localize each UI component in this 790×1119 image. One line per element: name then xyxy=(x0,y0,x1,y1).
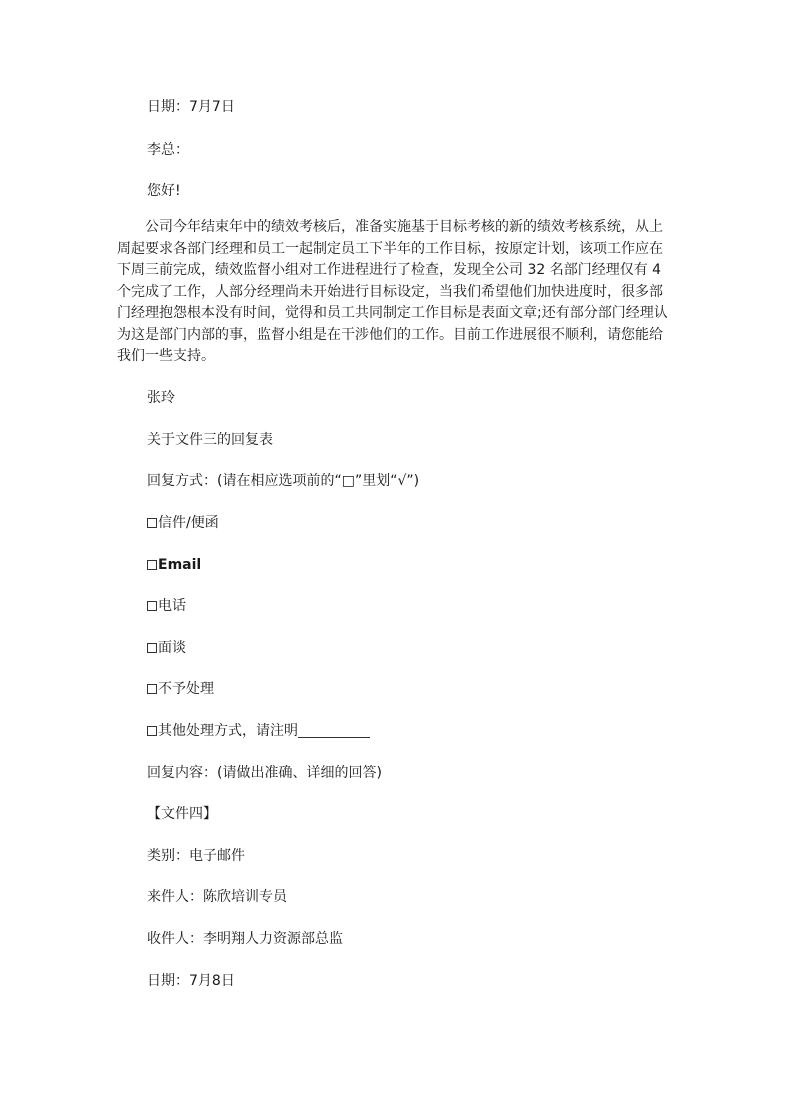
option-letter xyxy=(147,513,219,533)
memo-body-line: 我们一些支持。 xyxy=(117,348,215,364)
file4-category: 类别：电子邮件 xyxy=(147,848,245,864)
option-label: Email xyxy=(158,557,202,573)
option-phone xyxy=(147,596,186,616)
checkbox[interactable] xyxy=(147,518,157,528)
option-no-action xyxy=(147,679,214,699)
option-label: 信件/便函 xyxy=(158,515,219,531)
reply-form-title: 关于文件三的回复表 xyxy=(147,432,273,448)
option-label: 不予处理 xyxy=(158,681,214,697)
fill-in-blank[interactable] xyxy=(298,723,370,738)
memo-body xyxy=(117,217,677,368)
file4-recipient: 收件人：李明翔人力资源部总监 xyxy=(147,931,343,947)
memo-body-line: 下周三前完成，绩效监督小组对工作进程进行了检查，发现全公司 32 名部门经理仅有 4 xyxy=(117,262,662,278)
option-meeting xyxy=(147,638,186,658)
memo-body-line: 为这是部门内部的事，监督小组是在干涉他们的工作。目前工作进展很不顺利，请您能给 xyxy=(117,326,663,343)
memo-signature: 张玲 xyxy=(147,390,175,406)
option-other xyxy=(147,721,370,741)
memo-body-line: 门经理抱怨根本没有时间，觉得和员工共同制定工作目标是表面文章;还有部分部门经理认 xyxy=(117,305,668,321)
checkbox[interactable] xyxy=(147,643,157,653)
checkbox[interactable] xyxy=(147,560,157,570)
checkbox[interactable] xyxy=(147,726,157,736)
memo-body-line: 个完成了工作，人部分经理尚未开始进行目标设定，当我们希望他们加快进度时，很多部 xyxy=(117,283,663,300)
memo-body-line: 公司今年结束年中的绩效考核后，准备实施基于目标考核的新的绩效考核系统，从上 xyxy=(145,219,663,235)
option-label: 其他处理方式，请注明 xyxy=(158,723,298,739)
file4-date: 日期：7月8日 xyxy=(147,973,235,989)
option-label: 电话 xyxy=(158,598,186,614)
file4-heading: 【文件四】 xyxy=(147,806,217,822)
option-label: 面谈 xyxy=(158,640,186,656)
memo-date: 日期：7月7日 xyxy=(147,99,235,115)
reply-method-label: 回复方式：(请在相应选项前的“□”里划“√”) xyxy=(147,473,420,489)
checkbox[interactable] xyxy=(147,601,157,611)
checkbox[interactable] xyxy=(147,684,157,694)
option-email xyxy=(147,555,201,575)
reply-content-label: 回复内容：(请做出准确、详细的回答) xyxy=(147,765,382,781)
memo-salutation: 李总： xyxy=(147,142,189,158)
memo-greeting: 您好! xyxy=(147,183,181,199)
file4-sender: 来件人：陈欣培训专员 xyxy=(147,889,287,905)
memo-body-line: 周起要求各部门经理和员工一起制定员工下半年的工作目标，按原定计划，该项工作应在 xyxy=(117,240,663,257)
